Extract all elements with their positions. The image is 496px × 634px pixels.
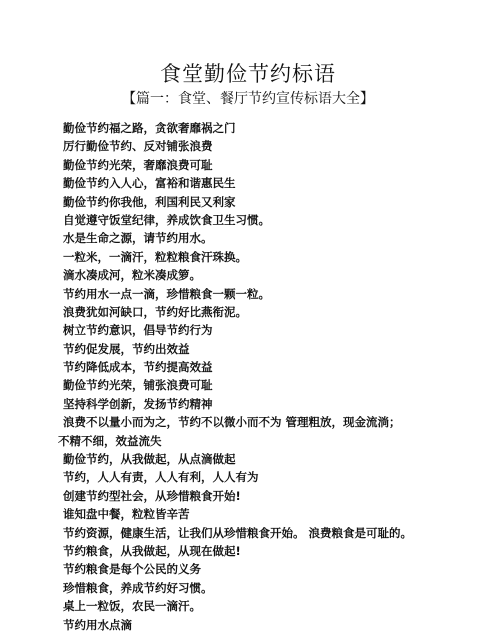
slogan-line: 桌上一粒饭，农民一滴汗。 (63, 599, 201, 614)
slogan-line: 浪费不以量小而为之，节约不以微小而不为 管理粗放，现金流淌； (63, 415, 401, 430)
slogan-line: 珍惜粮食，养成节约好习惯。 (63, 580, 213, 595)
slogan-line: 水是生命之源，请节约用水。 (63, 231, 213, 246)
slogan-line: 勤俭节约，从我做起，从点滴做起 (63, 452, 236, 467)
slogan-line: 一粒米，一滴汗，粒粒粮食汗珠换。 (63, 249, 247, 264)
slogan-line: 节约粮食，从我做起，从现在做起! (63, 543, 241, 558)
slogan-line: 滴水凑成河，粒米凑成箩。 (63, 268, 201, 283)
slogan-line: 厉行勤俭节约、反对铺张浪费 (63, 139, 213, 154)
section-heading: 【篇一：食堂、餐厅节约宣传标语大全】 (122, 91, 374, 107)
slogan-line: 创建节约型社会，从珍惜粮食开始! (63, 488, 241, 503)
slogan-line: 节约用水一点一滴，珍惜粮食一颗一粒。 (63, 286, 270, 301)
slogan-line: 节约促发展，节约出效益 (63, 341, 190, 356)
slogan-line: 谁知盘中餐，粒粒皆辛苦 (63, 507, 190, 522)
slogan-line: 勤俭节约你我他，利国利民又利家 (63, 194, 236, 209)
slogan-line: 节约资源，健康生活，让我们从珍惜粮食开始。 浪费粮食是可耻的。 (63, 525, 412, 540)
slogan-line: 勤俭节约福之路，贪欲奢靡祸之门 (63, 121, 236, 135)
slogan-line: 不精不细，效益流失 (58, 433, 162, 448)
slogan-line: 勤俭节约光荣，铺张浪费可耻 (63, 378, 213, 393)
slogan-line: 节约，人人有责，人人有利，人人有为 (63, 470, 259, 485)
slogan-list (0, 119, 496, 634)
slogan-line: 自觉遵守饭堂纪律，养成饮食卫生习惯。 (63, 212, 270, 227)
slogan-line: 浪费犹如河缺口，节约好比燕衔泥。 (63, 304, 247, 319)
slogan-line: 树立节约意识，倡导节约行为 (63, 323, 213, 338)
slogan-line: 勤俭节约光荣，奢靡浪费可耻 (63, 157, 213, 172)
slogan-line: 节约用水点滴 (63, 617, 132, 632)
slogan-line: 节约降低成本，节约提高效益 (63, 360, 213, 375)
slogan-line: 坚持科学创新，发扬节约精神 (63, 396, 213, 411)
slogan-line: 勤俭节约入人心，富裕和谐惠民生 (63, 176, 236, 191)
page-title: 食堂勤俭节约标语 (160, 62, 336, 86)
slogan-line: 节约粮食是每个公民的义务 (63, 562, 201, 577)
